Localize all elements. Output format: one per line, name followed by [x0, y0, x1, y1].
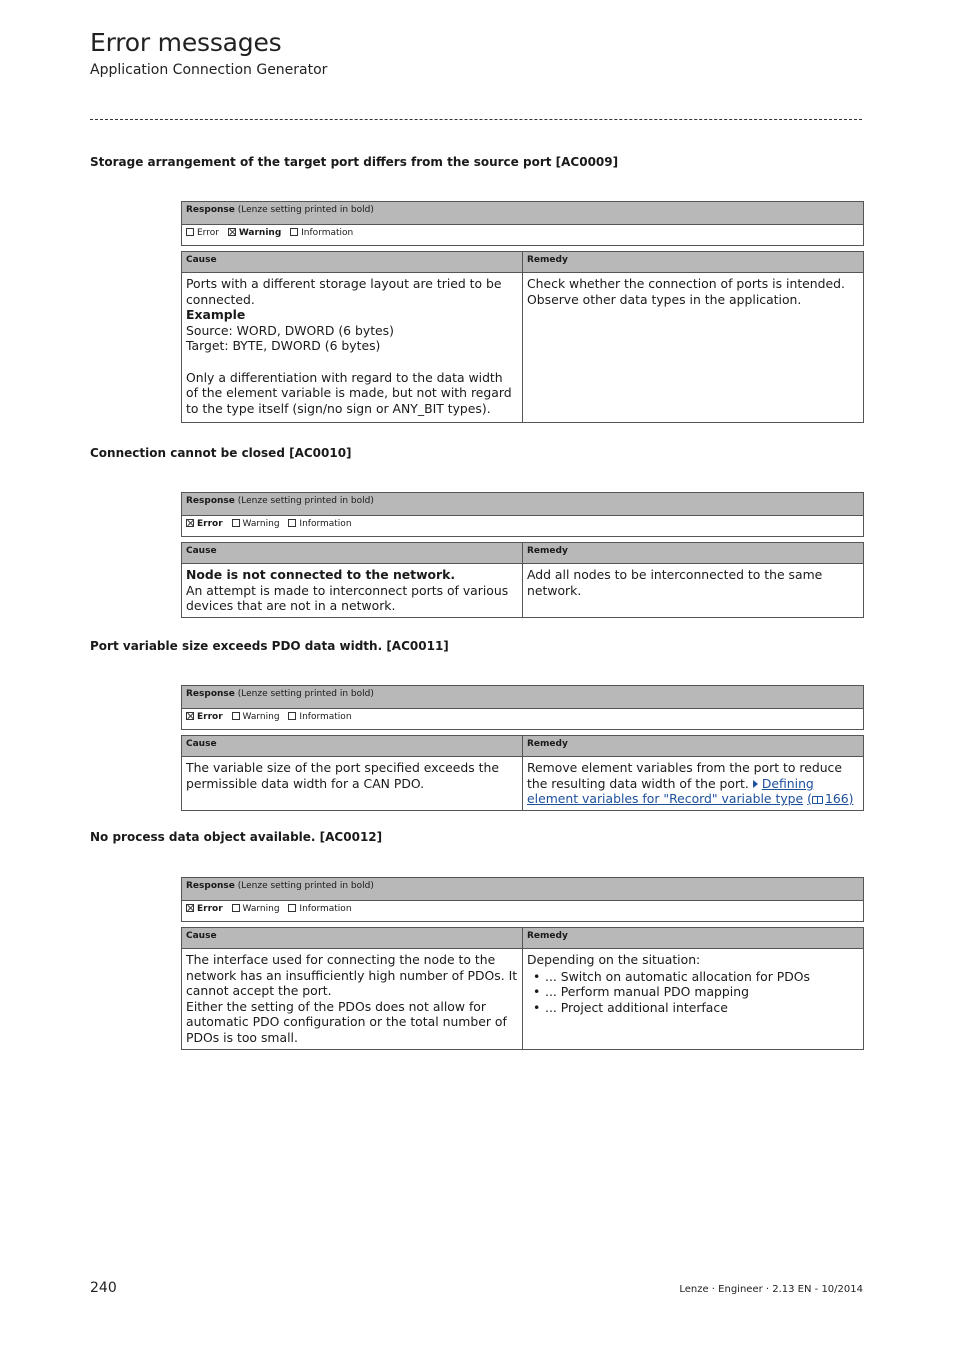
- checkbox-checked-icon: [228, 228, 236, 236]
- response-options: [182, 516, 864, 537]
- response-header: Response (Lenze setting printed in bold): [182, 202, 864, 225]
- section-heading-ac0011: Port variable size exceeds PDO data width. [AC0011]: [90, 639, 449, 653]
- option-error: Error: [186, 519, 223, 529]
- remedy-cell: [523, 273, 864, 423]
- checkbox-checked-icon: [186, 904, 194, 912]
- remedy-cell: [523, 757, 864, 811]
- option-information: Information: [288, 712, 351, 722]
- remedy-text: Add all nodes to be interconnected to the same network.: [527, 567, 823, 598]
- option-error: Error: [186, 904, 223, 914]
- response-header: Response (Lenze setting printed in bold): [182, 878, 864, 901]
- response-options: [182, 225, 864, 246]
- cause-header: Cause: [182, 543, 523, 564]
- cause-remedy-table-ac0010: [181, 542, 864, 618]
- checkbox-empty-icon: [232, 904, 240, 912]
- checkbox-empty-icon: [186, 228, 194, 236]
- section-heading-ac0009: Storage arrangement of the target port differs from the source port [AC0009]: [90, 155, 619, 169]
- publication-footer: Lenze · Engineer · 2.13 EN - 10/2014: [679, 1284, 863, 1295]
- cause-cell: [182, 757, 523, 811]
- list-item: • ... Switch on automatic allocation for PDOs: [541, 969, 859, 985]
- link-arrow-icon: [753, 780, 758, 788]
- cause-note: Only a differentiation with regard to the data width of the element variable is made, but not with regard to the type itself (sign/no sign or ANY_BIT types).: [186, 369, 512, 416]
- checkbox-empty-icon: [232, 519, 240, 527]
- remedy-text: Remove element variables from the port to reduce the resulting data width of the port.: [527, 760, 842, 791]
- page-reference-link[interactable]: ( 166): [807, 791, 854, 806]
- option-warning: Warning: [232, 519, 280, 529]
- response-table-ac0010: [181, 492, 864, 537]
- cause-header: Cause: [182, 736, 523, 757]
- cause-header: Cause: [182, 928, 523, 949]
- example-line: Source: WORD, DWORD (6 bytes): [186, 322, 394, 338]
- header-divider: [90, 119, 862, 120]
- option-information: Information: [288, 904, 351, 914]
- section-heading-ac0010: Connection cannot be closed [AC0010]: [90, 446, 352, 460]
- section-heading-ac0012: No process data object available. [AC0012]: [90, 830, 383, 844]
- option-warning: Warning: [232, 712, 280, 722]
- cause-cell: [182, 949, 523, 1050]
- option-information: Information: [290, 228, 353, 238]
- checkbox-empty-icon: [290, 228, 298, 236]
- cause-remedy-table-ac0009: [181, 251, 864, 423]
- cause-text: The interface used for connecting the node to the network has an insufficiently high number of PDOs. It cannot accept the port.: [186, 952, 518, 998]
- checkbox-empty-icon: [288, 904, 296, 912]
- cause-text: An attempt is made to interconnect ports of various devices that are not in a network.: [186, 582, 509, 613]
- response-header: Response (Lenze setting printed in bold): [182, 493, 864, 516]
- checkbox-checked-icon: [186, 712, 194, 720]
- response-table-ac0011: [181, 685, 864, 730]
- remedy-intro: Depending on the situation:: [527, 952, 701, 967]
- remedy-text: Check whether the connection of ports is intended. Observe other data types in the application.: [527, 276, 845, 307]
- checkbox-checked-icon: [186, 519, 194, 527]
- list-item: • ... Project additional interface: [541, 1000, 859, 1016]
- cause-text: The variable size of the port specified exceeds the permissible data width for a CAN PDO.: [186, 760, 499, 791]
- example-label: Example: [186, 307, 246, 322]
- checkbox-empty-icon: [288, 712, 296, 720]
- page-title: Error messages: [90, 28, 282, 57]
- cause-title: Node is not connected to the network.: [186, 567, 456, 582]
- option-error: Error: [186, 228, 219, 238]
- cause-header: Cause: [182, 252, 523, 273]
- example-line: Target: BYTE, DWORD (6 bytes): [186, 338, 381, 353]
- response-table-ac0009: [181, 201, 864, 246]
- option-warning: Warning: [228, 228, 281, 238]
- cross-reference-link[interactable]: Defining element variables for "Record" variable type: [527, 775, 814, 806]
- response-options: [182, 709, 864, 730]
- remedy-header: Remedy: [523, 252, 864, 273]
- cause-remedy-table-ac0012: [181, 927, 864, 1050]
- cause-remedy-table-ac0011: [181, 735, 864, 811]
- cause-cell: [182, 273, 523, 423]
- checkbox-empty-icon: [232, 712, 240, 720]
- option-error: Error: [186, 712, 223, 722]
- response-options: [182, 901, 864, 922]
- option-warning: Warning: [232, 904, 280, 914]
- list-item: • ... Perform manual PDO mapping: [541, 984, 859, 1000]
- page-number: 240: [90, 1280, 117, 1296]
- remedy-header: Remedy: [523, 928, 864, 949]
- remedy-header: Remedy: [523, 736, 864, 757]
- remedy-list: [527, 969, 859, 1016]
- option-information: Information: [288, 519, 351, 529]
- remedy-header: Remedy: [523, 543, 864, 564]
- cause-text: Either the setting of the PDOs does not allow for automatic PDO configuration or the total number of PDOs is too small.: [186, 998, 507, 1045]
- page-subtitle: Application Connection Generator: [90, 62, 328, 78]
- remedy-cell: [523, 564, 864, 618]
- remedy-cell: [523, 949, 864, 1050]
- cause-text: Ports with a different storage layout are tried to be connected.: [186, 276, 502, 307]
- response-table-ac0012: [181, 877, 864, 922]
- book-icon: [812, 796, 823, 804]
- checkbox-empty-icon: [288, 519, 296, 527]
- response-header: Response (Lenze setting printed in bold): [182, 686, 864, 709]
- cause-cell: [182, 564, 523, 618]
